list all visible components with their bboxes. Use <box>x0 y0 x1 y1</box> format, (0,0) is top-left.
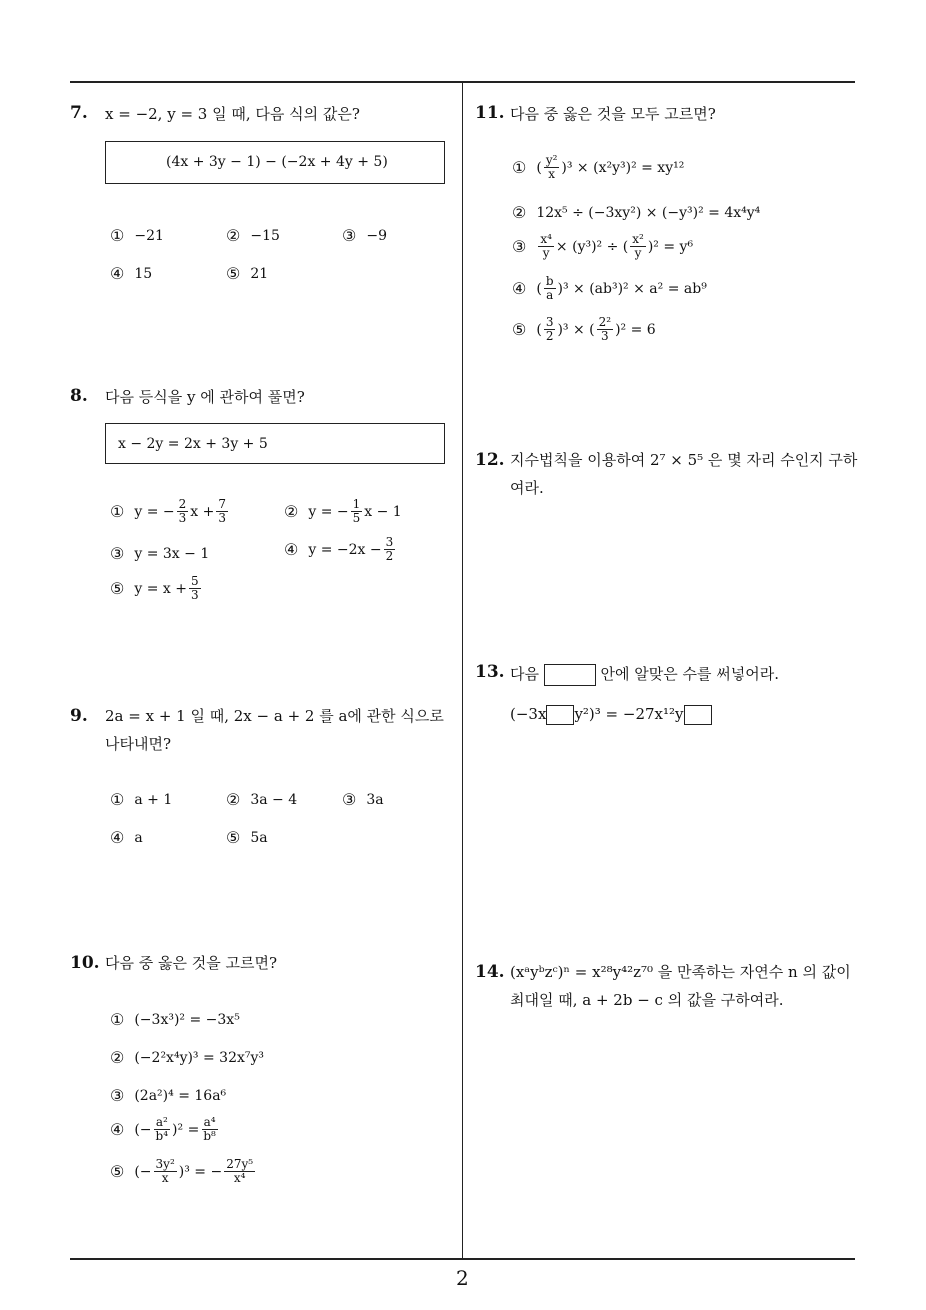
fraction <box>351 498 363 525</box>
fraction <box>201 1116 218 1143</box>
option[interactable] <box>284 498 402 525</box>
option[interactable] <box>110 828 143 847</box>
fraction <box>544 316 556 343</box>
denominator: 2 <box>545 329 554 343</box>
option-marker: ② <box>110 1048 125 1067</box>
option[interactable] <box>226 264 268 283</box>
answer-blank-2[interactable] <box>684 705 712 725</box>
question-number: 8. <box>70 386 88 406</box>
denominator: 2 <box>385 549 394 563</box>
option[interactable] <box>512 316 656 343</box>
blank-box-sample <box>544 664 596 686</box>
option-marker: ② <box>512 203 527 222</box>
question-stem: (xᵃyᵇzᶜ)ⁿ = x²⁸y⁴²z⁷⁰ 을 만족하는 자연수 n 의 값이 최대일 때, a + 2b − c 의 값을 구하여라. <box>510 963 851 1009</box>
option-expr: ( <box>536 321 542 338</box>
numerator: b <box>545 274 554 288</box>
denominator: 5 <box>352 511 361 525</box>
option-value: 15 <box>134 265 153 282</box>
denominator: 3 <box>601 329 609 343</box>
option[interactable] <box>110 790 172 809</box>
option-value: (−3x³)² = −3x⁵ <box>134 1011 240 1028</box>
denominator: y <box>634 246 642 260</box>
option[interactable] <box>110 1010 240 1029</box>
question-number: 9. <box>70 706 88 726</box>
option[interactable] <box>226 226 280 245</box>
option-expr: y = −2x − <box>308 541 382 558</box>
option-marker: ① <box>512 158 527 177</box>
question-stem: 다음 중 옳은 것을 모두 고르면? <box>510 105 716 123</box>
option-value: 3a <box>366 791 384 808</box>
numerator: x⁴ <box>540 232 552 246</box>
question-stem: x = −2, y = 3 일 때, 다음 식의 값은? <box>105 105 360 123</box>
fraction <box>384 536 396 563</box>
option-value: (−2²x⁴y)³ = 32x⁷y³ <box>134 1049 265 1066</box>
numerator: 7 <box>218 497 226 511</box>
option-expr: y = − <box>308 503 349 520</box>
option-value: 21 <box>250 265 269 282</box>
equation-part: y²)³ = −27x¹²y <box>574 705 684 723</box>
option[interactable] <box>110 575 203 602</box>
option-marker: ⑤ <box>226 264 241 283</box>
option-expr: × (y³)² ÷ ( <box>555 238 629 255</box>
denominator: b⁸ <box>203 1129 216 1143</box>
option-marker: ① <box>110 1010 125 1029</box>
option[interactable] <box>512 275 707 302</box>
denominator: x⁴ <box>233 1171 246 1185</box>
option-marker: ⑤ <box>110 1162 125 1181</box>
denominator: x <box>161 1171 169 1185</box>
option-expr: x − 1 <box>364 503 402 520</box>
option-marker: ④ <box>110 828 125 847</box>
option-value: (2a²)⁴ = 16a⁶ <box>134 1087 227 1104</box>
option[interactable] <box>284 536 397 563</box>
equation-box: x − 2y = 2x + 3y + 5 <box>105 423 445 464</box>
option-marker: ② <box>284 502 299 521</box>
option-expr: y = x + <box>134 580 187 597</box>
option-expr: y = 3x − 1 <box>134 545 210 562</box>
option-expr: )³ × (ab³)² × a² = ab⁹ <box>557 280 707 297</box>
column-divider <box>462 82 463 1259</box>
option-marker: ① <box>110 226 125 245</box>
question-number: 14. <box>475 962 505 982</box>
option-marker: ② <box>226 790 241 809</box>
fraction <box>538 233 554 260</box>
fraction <box>597 316 613 343</box>
option[interactable] <box>512 154 684 181</box>
option[interactable] <box>110 544 209 563</box>
option-expr: )² = y⁶ <box>647 238 694 255</box>
numerator: y² <box>545 153 558 167</box>
option-expr: (− <box>134 1121 152 1138</box>
numerator: 3 <box>545 315 554 329</box>
denominator: a <box>546 288 554 302</box>
denominator: 3 <box>218 511 226 525</box>
fraction <box>189 575 201 602</box>
option-value: 5a <box>250 829 268 846</box>
question-number: 13. <box>475 662 505 682</box>
question-number: 11. <box>475 103 505 123</box>
numerator: 2 <box>178 497 187 511</box>
option[interactable] <box>110 1048 264 1067</box>
option[interactable] <box>110 1086 226 1105</box>
numerator: 27y⁵ <box>226 1157 254 1171</box>
option-value: a + 1 <box>134 791 173 808</box>
option-expr: )² = <box>172 1121 200 1138</box>
option[interactable] <box>226 828 268 847</box>
option-expr: ( <box>536 280 542 297</box>
option[interactable] <box>110 498 230 525</box>
question-stem: 지수법칙을 이용하여 2⁷ × 5⁵ 은 몇 자리 수인지 구하여라. <box>510 451 858 497</box>
page-number: 2 <box>456 1266 469 1290</box>
denominator: x <box>548 167 555 181</box>
option-expr: ( <box>536 159 542 176</box>
option-value: −9 <box>366 227 387 244</box>
option[interactable] <box>110 1116 220 1143</box>
option[interactable] <box>512 203 760 222</box>
option-marker: ④ <box>512 279 527 298</box>
fraction <box>630 233 646 260</box>
numerator: x² <box>632 232 644 246</box>
question-number: 10. <box>70 953 100 973</box>
bottom-rule <box>70 1258 855 1260</box>
numerator: 1 <box>352 497 361 511</box>
option-value: −15 <box>250 227 280 244</box>
denominator: 3 <box>190 588 199 602</box>
option[interactable] <box>342 226 387 245</box>
fraction <box>154 1158 177 1185</box>
option-expr: )³ × ( <box>557 321 595 338</box>
option-marker: ④ <box>110 1120 125 1139</box>
option-marker: ③ <box>342 790 357 809</box>
equation-line <box>510 700 712 728</box>
numerator: 3 <box>385 535 394 549</box>
fraction <box>544 154 560 181</box>
numerator: a² <box>155 1115 168 1129</box>
stem-part: 안에 알맞은 수를 써넣어라. <box>600 665 780 683</box>
option-marker: ④ <box>110 264 125 283</box>
option-marker: ② <box>226 226 241 245</box>
option-marker: ③ <box>110 544 125 563</box>
question-stem <box>510 660 779 688</box>
numerator: 3y² <box>155 1157 175 1171</box>
option-marker: ③ <box>110 1086 125 1105</box>
option[interactable] <box>226 790 297 809</box>
option[interactable] <box>110 226 164 245</box>
fraction <box>224 1158 255 1185</box>
option-value: 12x⁵ ÷ (−3xy²) × (−y³)² = 4x⁴y⁴ <box>536 204 761 221</box>
question-stem: 2a = x + 1 일 때, 2x − a + 2 를 a에 관한 식으로 나타내면? <box>105 707 444 753</box>
option-marker: ⑤ <box>110 579 125 598</box>
fraction <box>154 1116 171 1143</box>
option-marker: ③ <box>342 226 357 245</box>
denominator: b⁴ <box>155 1129 169 1143</box>
fraction <box>544 275 556 302</box>
option[interactable] <box>110 264 152 283</box>
option-marker: ⑤ <box>226 828 241 847</box>
option-marker: ⑤ <box>512 320 527 339</box>
stem-part: 다음 <box>510 665 539 683</box>
question-number: 12. <box>475 450 505 470</box>
option-expr: x + <box>190 503 215 520</box>
option-value: −21 <box>134 227 164 244</box>
question-stem: 다음 중 옳은 것을 고르면? <box>105 954 278 972</box>
option[interactable] <box>512 233 693 260</box>
answer-blank-1[interactable] <box>546 705 574 725</box>
option-marker: ④ <box>284 540 299 559</box>
option-expr: )³ = − <box>178 1163 223 1180</box>
fraction <box>177 498 189 525</box>
option-marker: ③ <box>512 237 527 256</box>
denominator: 3 <box>178 511 187 525</box>
option-value: 3a − 4 <box>250 791 298 808</box>
option-marker: ① <box>110 790 125 809</box>
expression-box: (4x + 3y − 1) − (−2x + 4y + 5) <box>105 141 445 184</box>
option[interactable] <box>110 1158 257 1185</box>
numerator: a⁴ <box>203 1115 216 1129</box>
option-value: a <box>134 829 143 846</box>
option[interactable] <box>342 790 384 809</box>
option-marker: ① <box>110 502 125 521</box>
option-expr: y = − <box>134 503 175 520</box>
option-expr: )² = 6 <box>615 321 656 338</box>
fraction <box>216 498 228 525</box>
numerator: 5 <box>190 574 199 588</box>
option-expr: (− <box>134 1163 152 1180</box>
denominator: y <box>542 246 550 260</box>
numerator: 2² <box>598 315 612 329</box>
equation-part: (−3x <box>510 705 547 723</box>
question-number: 7. <box>70 103 88 123</box>
question-stem: 다음 등식을 y 에 관하여 풀면? <box>105 388 305 406</box>
option-expr: )³ × (x²y³)² = xy¹² <box>561 159 685 176</box>
